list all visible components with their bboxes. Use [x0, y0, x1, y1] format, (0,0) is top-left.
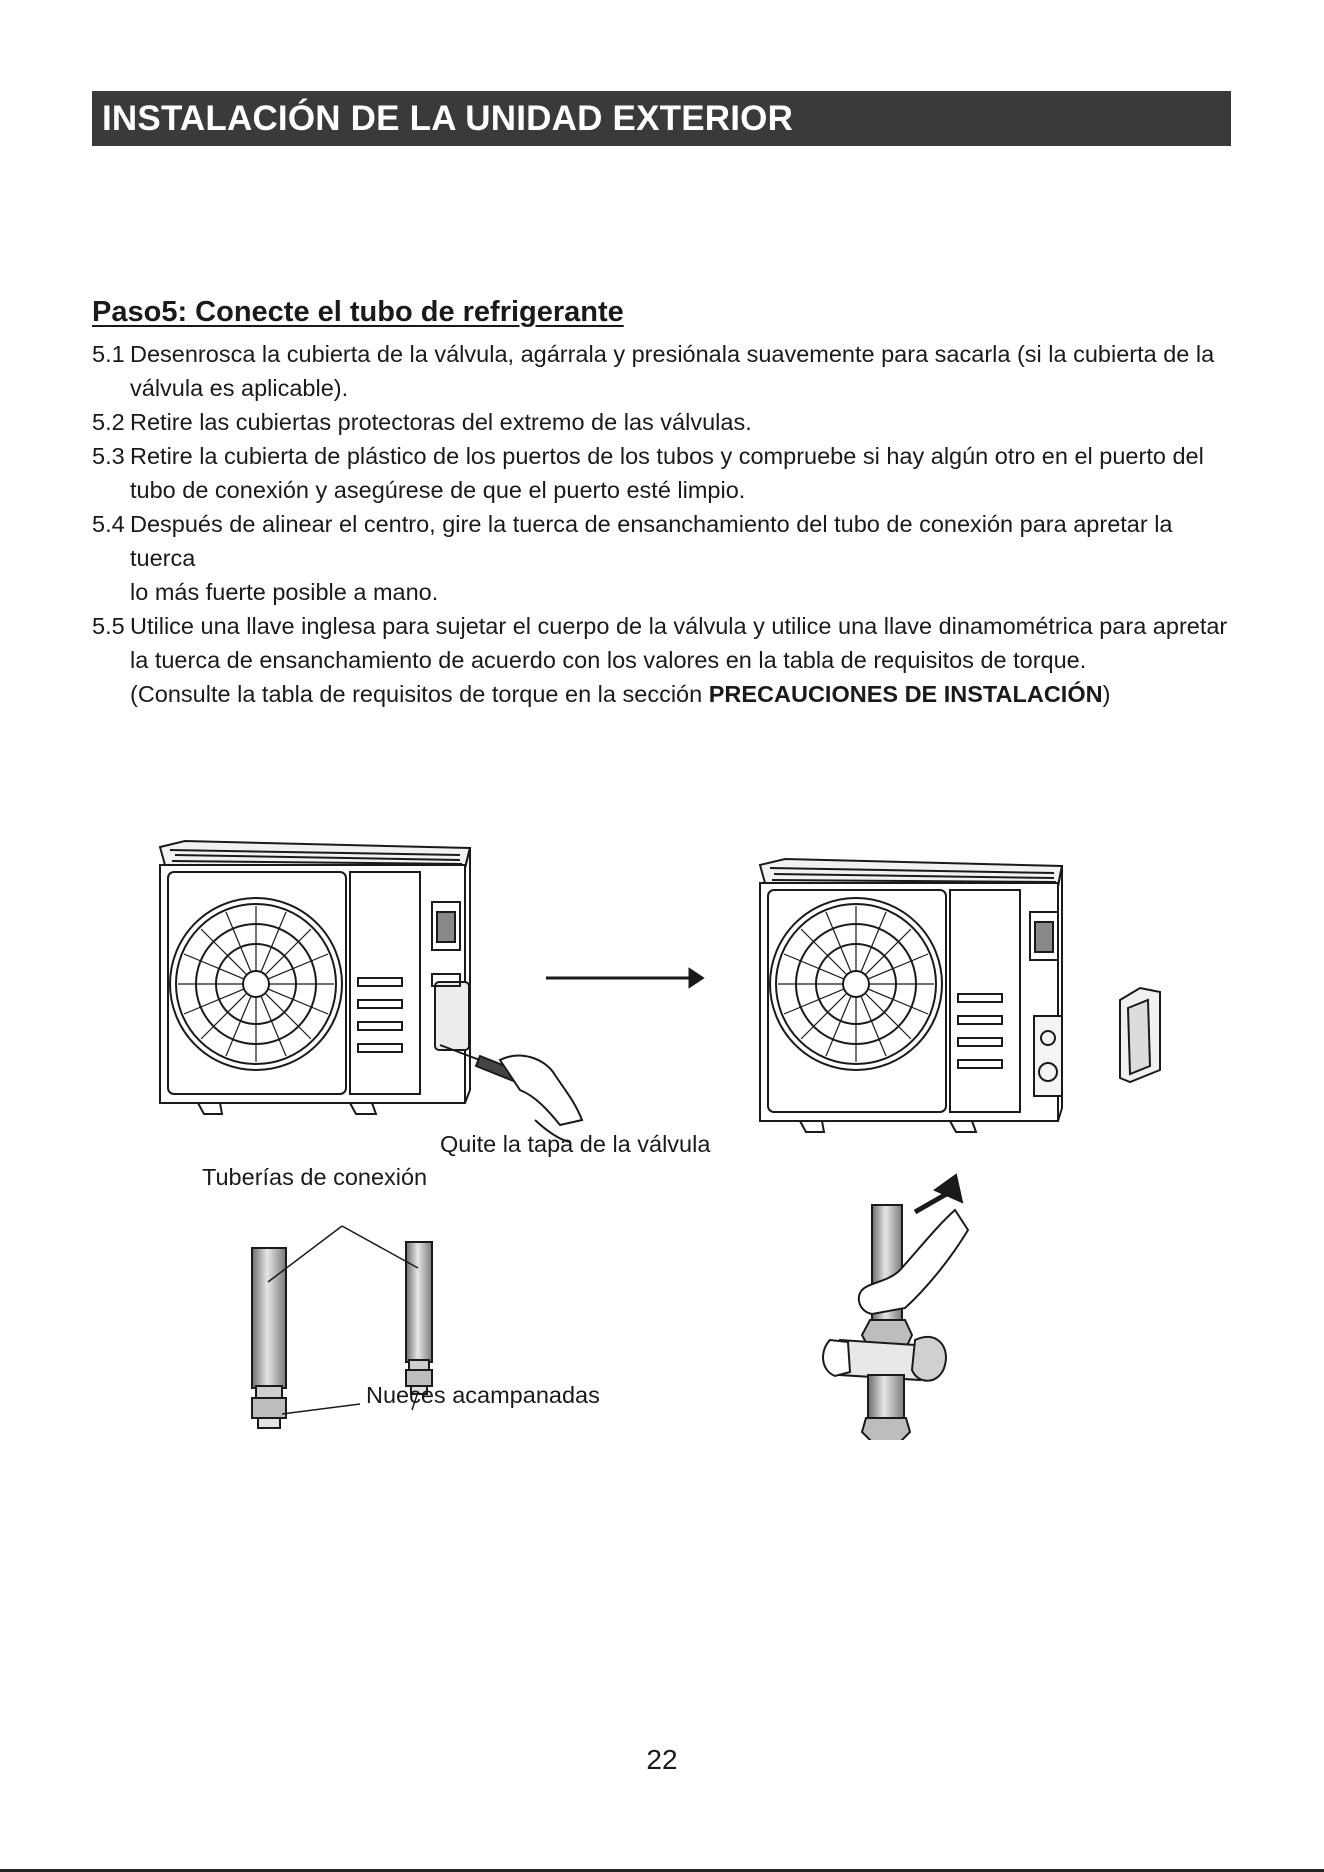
step-item [92, 337, 1242, 405]
page-number: 22 [646, 1744, 678, 1775]
section-header: INSTALACIÓN DE LA UNIDAD EXTERIOR [92, 91, 1231, 146]
section-reference: PRECAUCIONES DE INSTALACIÓN [708, 681, 1103, 707]
step-text: (Consulte la tabla de requisitos de torque en la sección [130, 681, 709, 707]
step-list [92, 337, 1242, 711]
step-number: 5.2 [92, 409, 125, 435]
label-flare-nuts: Nueces acampanadas [366, 1382, 600, 1408]
installation-illustration [0, 820, 1324, 1440]
step-text: válvula es aplicable). [130, 375, 349, 401]
outdoor-unit-right [760, 859, 1062, 1132]
step-text: Retire la cubierta de plástico de los puertos de los tubos y compruebe si hay algún otro en el puerto del [130, 443, 1204, 469]
step-number: 5.4 [92, 511, 125, 537]
step-text: lo más fuerte posible a mano. [130, 579, 439, 605]
step-text: la tuerca de ensanchamiento de acuerdo con los valores en la tabla de requisitos de torque. [130, 647, 1087, 673]
valve-cover-removed [1120, 988, 1160, 1082]
illustration-drawing [0, 820, 1324, 1440]
step-text: Después de alinear el centro, gire la tuerca de ensanchamiento del tubo de conexión para apretar la tuerca [130, 511, 1173, 571]
label-connection-pipes: Tuberías de conexión [202, 1164, 428, 1190]
step-title: Paso5: Conecte el tubo de refrigerante [92, 296, 624, 328]
step-item [92, 439, 1242, 507]
step-text: Desenrosca la cubierta de la válvula, agárrala y presiónala suavemente para sacarla (si la cubierta de la [130, 341, 1215, 367]
step-number: 5.1 [92, 341, 125, 367]
step-number: 5.5 [92, 613, 125, 639]
arrow-right-icon [546, 970, 702, 986]
step-item [92, 507, 1242, 609]
step-text: Utilice una llave inglesa para sujetar el cuerpo de la válvula y utilice una llave dinamométrica para apretar [130, 613, 1228, 639]
step-text: tubo de conexión y asegúrese de que el puerto esté limpio. [130, 477, 746, 503]
label-remove-valve-cap: Quite la tapa de la válvula [440, 1131, 711, 1157]
step-number: 5.3 [92, 443, 125, 469]
outdoor-unit-left [160, 841, 470, 1114]
step-text: Retire las cubiertas protectoras del extremo de las válvulas. [130, 409, 752, 435]
wrench-on-valve [823, 1175, 968, 1440]
step-item [92, 405, 1242, 439]
step-item: 5.5 Utilice una llave inglesa para sujetar el cuerpo de la válvula y utilice una llave dinamométrica para apretar la tuerca de ensanchamiento de acuerdo con los valores en la tabla de requisitos de torque. (Consulte la tabla de requisitos de torque en la sección PRECAUCIONES DE INSTALACIÓN) [92, 609, 1242, 711]
